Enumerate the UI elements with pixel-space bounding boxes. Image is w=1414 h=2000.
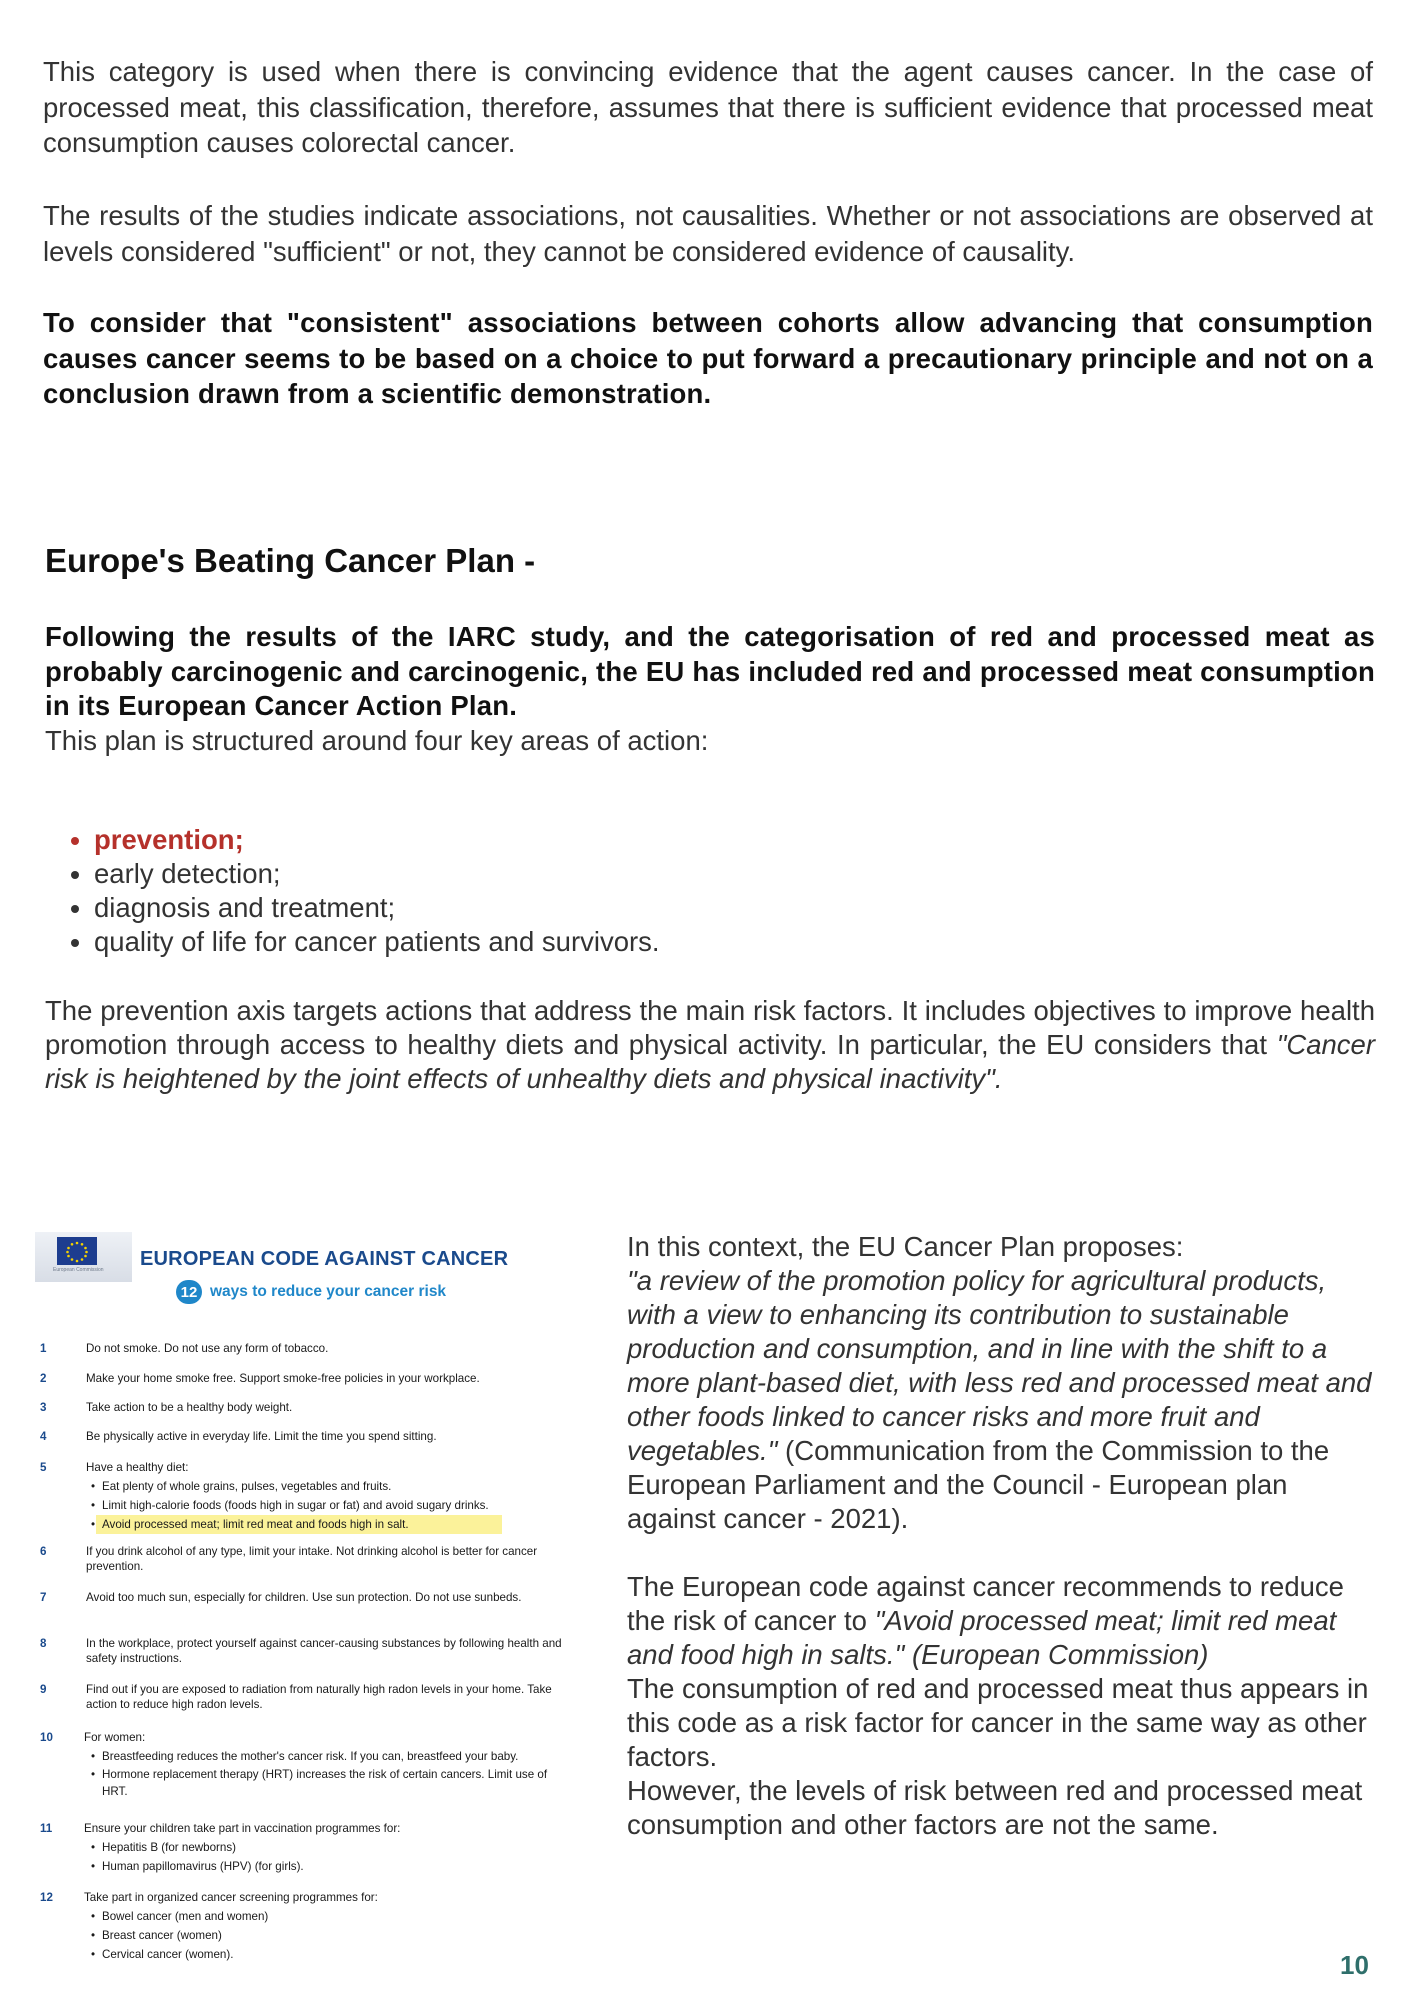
item-number: 3 bbox=[40, 1401, 47, 1414]
code-item bbox=[40, 1429, 600, 1444]
item-text: Have a healthy diet: bbox=[86, 1461, 189, 1474]
item-text: Do not smoke. Do not use any form of tobacco. bbox=[86, 1342, 329, 1355]
sub-item: • Hepatitis B (for newborns) bbox=[102, 1838, 600, 1857]
list-item-early-detection: • early detection; bbox=[94, 857, 894, 891]
spacer bbox=[627, 1536, 1377, 1570]
sub-item: • Breast cancer (women) bbox=[102, 1926, 600, 1945]
list-item-diagnosis: • diagnosis and treatment; bbox=[94, 891, 894, 925]
right-column bbox=[627, 1230, 1377, 1842]
eu-flag-icon bbox=[57, 1237, 97, 1265]
code-subtitle bbox=[176, 1280, 446, 1304]
right-quote-block bbox=[627, 1264, 1377, 1536]
code-text: The European code against cancer recommends to reduce the risk of cancer to bbox=[627, 1571, 1344, 1636]
code-item bbox=[40, 1728, 600, 1800]
item-number: 9 bbox=[40, 1683, 47, 1696]
code-item bbox=[40, 1341, 600, 1356]
item-number: 1 bbox=[40, 1342, 47, 1355]
item-text: Make your home smoke free. Support smoke-free policies in your workplace. bbox=[86, 1372, 480, 1385]
item-number: 2 bbox=[40, 1372, 47, 1385]
item-text: For women: bbox=[84, 1731, 146, 1744]
code-item bbox=[40, 1819, 600, 1876]
intro-paragraph-1: This category is used when there is convincing evidence that the agent causes cancer. In the case of processed meat, this classification, therefore, assumes that there is sufficient evidence that processed meat consumption causes colorectal cancer. bbox=[43, 56, 1373, 158]
code-item bbox=[40, 1636, 600, 1666]
item-number: 5 bbox=[40, 1461, 47, 1474]
section-lead-plain: This plan is structured around four key areas of action: bbox=[45, 725, 709, 756]
item-text: If you drink alcohol of any type, limit your intake. Not drinking alcohol is better for cancer prevention. bbox=[86, 1545, 538, 1573]
prevention-quote: "Cancer risk is heightened by the joint effects of unhealthy diets and physical inactivity". bbox=[45, 1029, 1375, 1094]
european-code-card bbox=[30, 1228, 610, 1961]
item-number: 11 bbox=[40, 1822, 53, 1835]
sub-item: • Human papillomavirus (HPV) (for girls). bbox=[102, 1857, 600, 1876]
item-number: 8 bbox=[40, 1637, 47, 1650]
prevention-paragraph bbox=[45, 994, 1375, 1096]
list-item-quality-of-life: • quality of life for cancer patients and survivors. bbox=[94, 925, 894, 959]
code-item bbox=[40, 1590, 600, 1605]
closing-paragraph: However, the levels of risk between red and processed meat consumption and other factors are not the same. bbox=[627, 1775, 1363, 1840]
plan-citation: (Communication from the Commission to the European Parliament and the Council - European plan against cancer - 2021). bbox=[627, 1435, 1330, 1534]
code-title: EUROPEAN CODE AGAINST CANCER bbox=[140, 1248, 509, 1270]
subtitle-text: ways to reduce your cancer risk bbox=[210, 1283, 447, 1300]
intro-paragraph-2: The results of the studies indicate associations, not causalities. Whether or not associations are observed at levels considered "sufficient" or not, they cannot be considered evidence of causality. bbox=[43, 200, 1373, 267]
prevention-text: The prevention axis targets actions that address the main risk factors. It includes objectives to improve health promotion through access to healthy diets and physical activity. In particular, the EU considers that bbox=[45, 995, 1375, 1060]
item-number: 4 bbox=[40, 1430, 47, 1443]
intro-paragraph-bold: To consider that "consistent" associations between cohorts allow advancing that consumption causes cancer seems to be based on a choice to put forward a precautionary principle and not on a conclusion drawn from a scientific demonstration. bbox=[43, 307, 1373, 409]
item-text: Avoid too much sun, especially for children. Use sun protection. Do not use sunbeds. bbox=[86, 1591, 522, 1604]
item-number: 7 bbox=[40, 1591, 47, 1604]
item-text: Take action to be a healthy body weight. bbox=[86, 1401, 293, 1414]
item-text: In the workplace, protect yourself against cancer-causing substances by following health and safety instructions. bbox=[86, 1637, 562, 1665]
item-number: 6 bbox=[40, 1545, 47, 1558]
sub-item: • Hormone replacement therapy (HRT) increases the risk of certain cancers. Limit use of HRT. bbox=[102, 1766, 572, 1800]
action-areas-list bbox=[62, 823, 894, 959]
page-number: 10 bbox=[1340, 1950, 1369, 1980]
item-number: 12 bbox=[40, 1891, 53, 1904]
item-number: 10 bbox=[40, 1731, 53, 1744]
right-intro: In this context, the EU Cancer Plan proposes: bbox=[627, 1231, 1184, 1262]
code-quote: "Avoid processed meat; limit red meat and food high in salts." (European Commission) bbox=[627, 1605, 1337, 1670]
item-text: Take part in organized cancer screening programmes for: bbox=[84, 1891, 378, 1904]
count-badge: 12 bbox=[176, 1280, 202, 1304]
sub-item: • Bowel cancer (men and women) bbox=[102, 1907, 600, 1926]
code-item bbox=[40, 1888, 600, 1964]
code-item bbox=[40, 1400, 600, 1415]
section-lead-bold: Following the results of the IARC study, and the categorisation of red and processed meat as probably carcinogenic and carcinogenic, the EU has included red and processed meat consumption in its European Cancer Action Plan. bbox=[45, 621, 1375, 721]
sub-item: • Limit high-calorie foods (foods high in sugar or fat) and avoid sugary drinks. bbox=[102, 1496, 600, 1515]
european-commission-logo bbox=[35, 1232, 132, 1284]
code-consequence: The consumption of red and processed meat thus appears in this code as a risk factor for cancer in the same way as other factors. bbox=[627, 1673, 1369, 1772]
code-item bbox=[40, 1544, 580, 1574]
list-item-prevention: • prevention; bbox=[94, 823, 894, 857]
section-heading: Europe's Beating Cancer Plan - bbox=[45, 542, 536, 579]
sub-item: • Eat plenty of whole grains, pulses, vegetables and fruits. bbox=[102, 1477, 600, 1496]
sub-item: • Breastfeeding reduces the mother's cancer risk. If you can, breastfeed your baby. bbox=[102, 1747, 602, 1766]
code-item bbox=[40, 1682, 600, 1712]
sub-item: • Cervical cancer (women). bbox=[102, 1945, 600, 1964]
code-item bbox=[40, 1371, 600, 1386]
item-text: Find out if you are exposed to radiation from naturally high radon levels in your home. Take action to reduce high radon levels. bbox=[86, 1683, 552, 1711]
logo-caption: European Commission bbox=[53, 1267, 104, 1273]
item-text: Be physically active in everyday life. Limit the time you spend sitting. bbox=[86, 1430, 437, 1443]
item-text: Ensure your children take part in vaccination programmes for: bbox=[84, 1822, 401, 1835]
sub-item-highlighted: • Avoid processed meat; limit red meat and foods high in salt. bbox=[96, 1515, 502, 1534]
code-paragraph bbox=[627, 1570, 1377, 1672]
plan-quote: "a review of the promotion policy for agricultural products, with a view to enhancing its contribution to sustainable production and consumption, and in line with the shift to a more plant-based diet, with less red and processed meat and other foods linked to cancer risks and more fruit and vegetables." bbox=[627, 1265, 1372, 1466]
code-item bbox=[40, 1458, 600, 1534]
